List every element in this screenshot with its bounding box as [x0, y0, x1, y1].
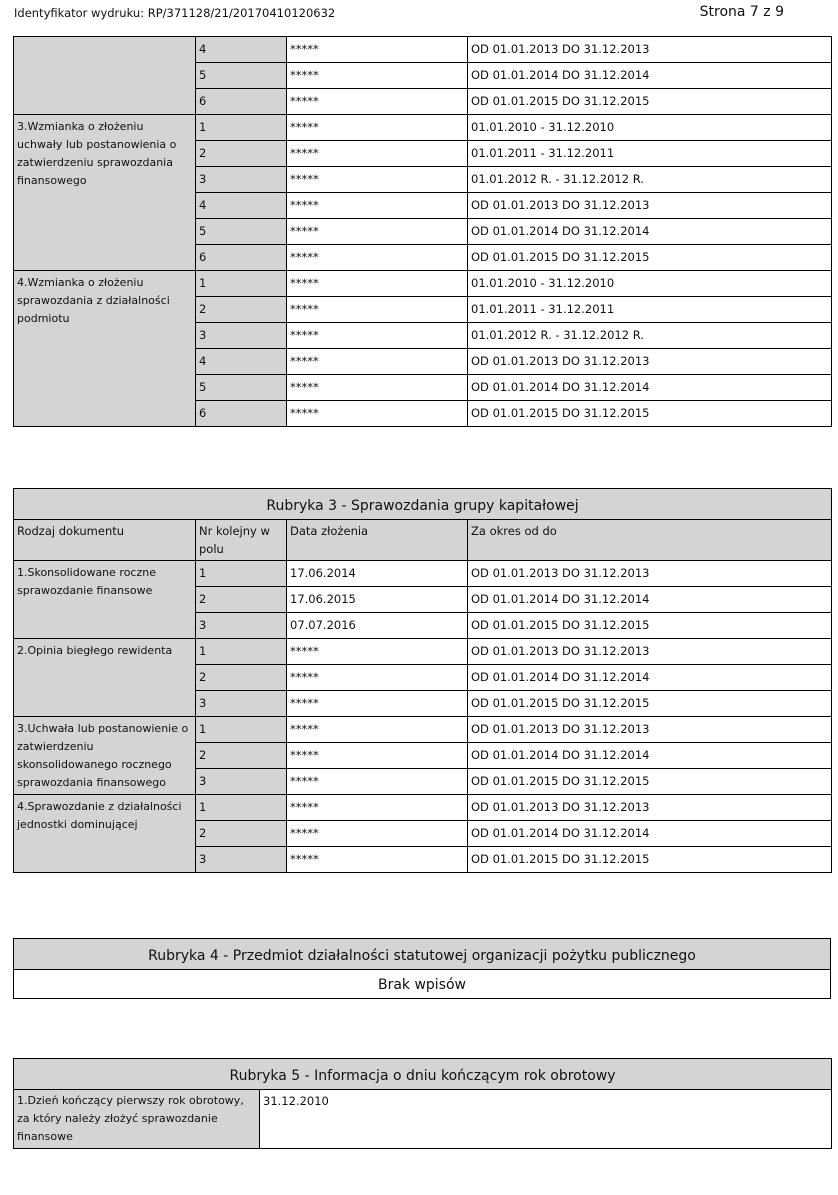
sequence-number-cell: 1 [196, 795, 287, 821]
sequence-number-cell: 1 [196, 717, 287, 743]
period-cell: OD 01.01.2013 DO 31.12.2013 [468, 717, 832, 743]
table-row [14, 717, 832, 743]
filing-date-cell: ***** [287, 691, 468, 717]
period-cell: OD 01.01.2014 DO 31.12.2014 [468, 821, 832, 847]
period-cell: OD 01.01.2013 DO 31.12.2013 [468, 561, 832, 587]
header-filing-date: Data złożenia [287, 520, 468, 561]
filing-date-cell: ***** [287, 639, 468, 665]
rubryka-3-title: Rubryka 3 - Sprawozdania grupy kapitałowej [14, 489, 832, 520]
filing-date-cell: 17.06.2014 [287, 561, 468, 587]
period-cell: OD 01.01.2013 DO 31.12.2013 [468, 795, 832, 821]
filing-date-cell: ***** [287, 401, 468, 427]
sequence-number-cell: 6 [196, 89, 287, 115]
sequence-number-cell: 3 [196, 691, 287, 717]
period-cell: OD 01.01.2014 DO 31.12.2014 [468, 587, 832, 613]
header-sequence-number: Nr kolejny w polu [196, 520, 287, 561]
filing-date-cell: ***** [287, 743, 468, 769]
sequence-number-cell: 2 [196, 297, 287, 323]
filing-date-cell: ***** [287, 665, 468, 691]
filing-date-cell: ***** [287, 37, 468, 63]
fiscal-year-end-value: 31.12.2010 [260, 1090, 832, 1149]
sequence-number-cell: 5 [196, 219, 287, 245]
sequence-number-cell: 3 [196, 847, 287, 873]
table-row [14, 561, 832, 587]
sequence-number-cell: 5 [196, 375, 287, 401]
filing-date-cell: 07.07.2016 [287, 613, 468, 639]
filing-date-cell: 17.06.2015 [287, 587, 468, 613]
period-cell: OD 01.01.2014 DO 31.12.2014 [468, 219, 832, 245]
period-cell: 01.01.2012 R. - 31.12.2012 R. [468, 167, 832, 193]
sequence-number-cell: 4 [196, 349, 287, 375]
filing-date-cell: ***** [287, 271, 468, 297]
sequence-number-cell: 2 [196, 821, 287, 847]
period-cell: OD 01.01.2015 DO 31.12.2015 [468, 847, 832, 873]
period-cell: 01.01.2010 - 31.12.2010 [468, 115, 832, 141]
document-type-cell: 4.Wzmianka o złożeniu sprawozdania z działalności podmiotu [14, 271, 196, 427]
sequence-number-cell: 1 [196, 561, 287, 587]
page-header [14, 4, 824, 24]
filing-date-cell: ***** [287, 323, 468, 349]
filing-date-cell: ***** [287, 167, 468, 193]
period-cell: 01.01.2011 - 31.12.2011 [468, 297, 832, 323]
filing-date-cell: ***** [287, 141, 468, 167]
sequence-number-cell: 3 [196, 167, 287, 193]
document-type-cell: 3.Wzmianka o złożeniu uchwały lub postanowienia o zatwierdzeniu sprawozdania finansowego [14, 115, 196, 271]
sequence-number-cell: 5 [196, 63, 287, 89]
continuation-body [14, 37, 832, 427]
sequence-number-cell: 1 [196, 271, 287, 297]
fiscal-year-end-label: 1.Dzień kończący pierwszy rok obrotowy, za który należy złożyć sprawozdanie finansowe [14, 1090, 260, 1149]
period-cell: OD 01.01.2014 DO 31.12.2014 [468, 743, 832, 769]
sequence-number-cell: 2 [196, 743, 287, 769]
table-row [14, 795, 832, 821]
period-cell: OD 01.01.2015 DO 31.12.2015 [468, 245, 832, 271]
filing-date-cell: ***** [287, 375, 468, 401]
period-cell: 01.01.2012 R. - 31.12.2012 R. [468, 323, 832, 349]
sequence-number-cell: 2 [196, 665, 287, 691]
filing-date-cell: ***** [287, 349, 468, 375]
table-row [14, 37, 832, 63]
filing-date-cell: ***** [287, 245, 468, 271]
period-cell: OD 01.01.2014 DO 31.12.2014 [468, 375, 832, 401]
page-number: Strona 7 z 9 [699, 4, 784, 20]
table-row [14, 115, 832, 141]
period-cell: 01.01.2010 - 31.12.2010 [468, 271, 832, 297]
period-cell: 01.01.2011 - 31.12.2011 [468, 141, 832, 167]
header-document-type: Rodzaj dokumentu [14, 520, 196, 561]
no-entries-text: Brak wpisów [14, 970, 831, 999]
sequence-number-cell: 3 [196, 323, 287, 349]
table-row [14, 271, 832, 297]
period-cell: OD 01.01.2015 DO 31.12.2015 [468, 691, 832, 717]
period-cell: OD 01.01.2013 DO 31.12.2013 [468, 37, 832, 63]
filing-date-cell: ***** [287, 717, 468, 743]
rubryka-4-table [13, 938, 831, 999]
print-identifier: Identyfikator wydruku: RP/371128/21/20170410120632 [14, 6, 336, 20]
document-type-cell [14, 37, 196, 115]
filing-date-cell: ***** [287, 769, 468, 795]
rubryka-5-table [13, 1058, 832, 1149]
filing-date-cell: ***** [287, 297, 468, 323]
header-period: Za okres od do [468, 520, 832, 561]
filing-date-cell: ***** [287, 219, 468, 245]
filing-date-cell: ***** [287, 821, 468, 847]
rubryka-3-table [13, 488, 832, 873]
rubryka-3-body [14, 489, 832, 873]
filing-date-cell: ***** [287, 63, 468, 89]
sequence-number-cell: 6 [196, 401, 287, 427]
sequence-number-cell: 1 [196, 115, 287, 141]
sequence-number-cell: 6 [196, 245, 287, 271]
period-cell: OD 01.01.2014 DO 31.12.2014 [468, 665, 832, 691]
period-cell: OD 01.01.2015 DO 31.12.2015 [468, 89, 832, 115]
period-cell: OD 01.01.2014 DO 31.12.2014 [468, 63, 832, 89]
period-cell: OD 01.01.2015 DO 31.12.2015 [468, 613, 832, 639]
filing-date-cell: ***** [287, 89, 468, 115]
sequence-number-cell: 3 [196, 613, 287, 639]
document-type-cell: 2.Opinia biegłego rewidenta [14, 639, 196, 717]
rubryka-5-title: Rubryka 5 - Informacja o dniu kończącym rok obrotowy [14, 1059, 832, 1090]
filing-date-cell: ***** [287, 115, 468, 141]
document-type-cell: 1.Skonsolidowane roczne sprawozdanie finansowe [14, 561, 196, 639]
filing-date-cell: ***** [287, 795, 468, 821]
sequence-number-cell: 2 [196, 587, 287, 613]
rubryka-4-title: Rubryka 4 - Przedmiot działalności statutowej organizacji pożytku publicznego [14, 939, 831, 970]
sequence-number-cell: 2 [196, 141, 287, 167]
period-cell: OD 01.01.2015 DO 31.12.2015 [468, 401, 832, 427]
period-cell: OD 01.01.2013 DO 31.12.2013 [468, 193, 832, 219]
period-cell: OD 01.01.2013 DO 31.12.2013 [468, 639, 832, 665]
filing-date-cell: ***** [287, 193, 468, 219]
sequence-number-cell: 4 [196, 193, 287, 219]
continuation-table [13, 36, 832, 427]
sequence-number-cell: 4 [196, 37, 287, 63]
period-cell: OD 01.01.2013 DO 31.12.2013 [468, 349, 832, 375]
sequence-number-cell: 3 [196, 769, 287, 795]
document-type-cell: 4.Sprawozdanie z działalności jednostki dominującej [14, 795, 196, 873]
period-cell: OD 01.01.2015 DO 31.12.2015 [468, 769, 832, 795]
document-type-cell: 3.Uchwała lub postanowienie o zatwierdzeniu skonsolidowanego rocznego sprawozdania finansowego [14, 717, 196, 795]
table-row [14, 639, 832, 665]
sequence-number-cell: 1 [196, 639, 287, 665]
filing-date-cell: ***** [287, 847, 468, 873]
